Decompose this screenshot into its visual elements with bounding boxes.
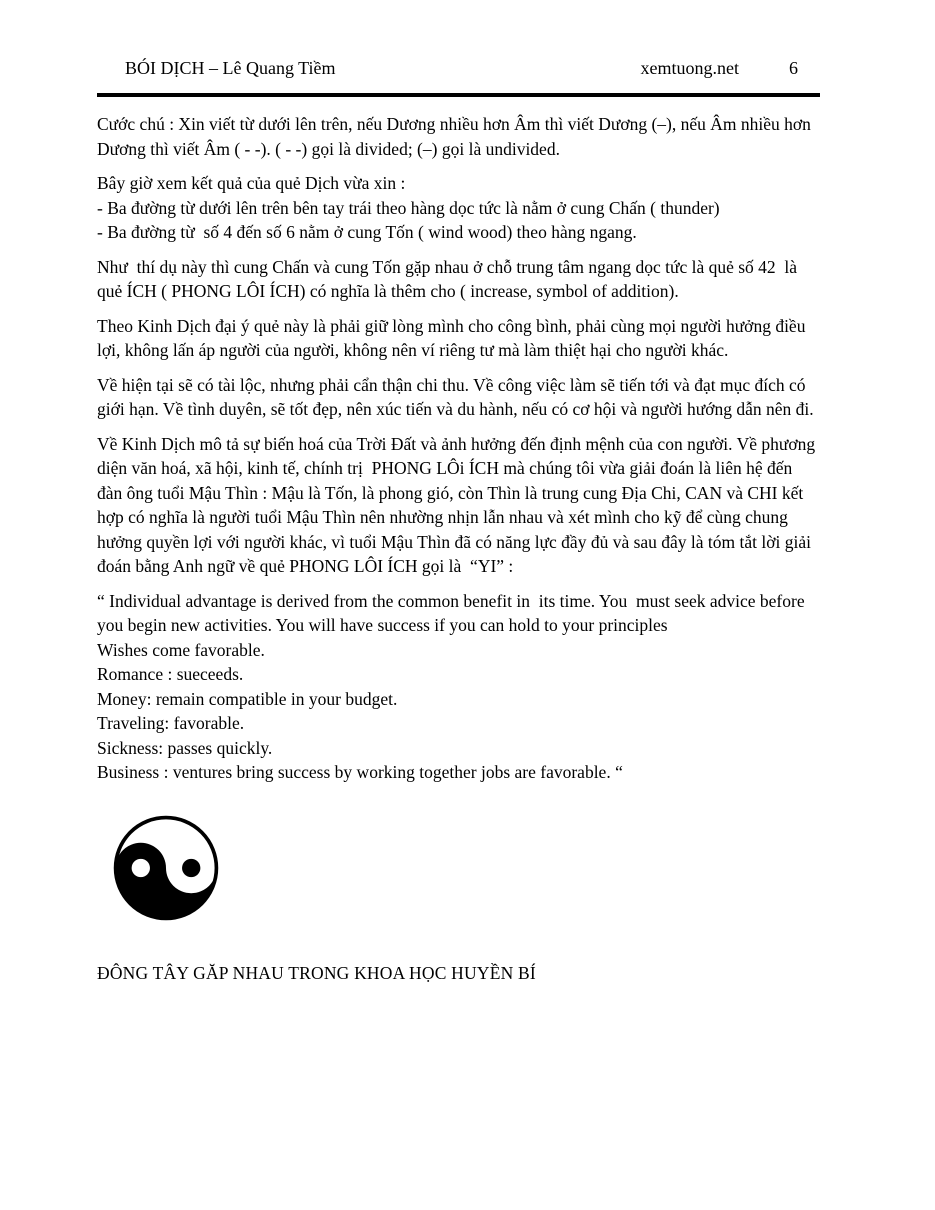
page-content — [97, 0, 820, 984]
paragraph: Bây giờ xem kết quả của quẻ Dịch vừa xin : - Ba đường từ dưới lên trên bên tay trái theo hàng dọc tức là nằm ở cung Chấn ( thunder) - Ba đường từ số 4 đến số 6 nằm ở cung Tốn ( wind wood) theo hàng ngang. — [97, 173, 720, 242]
header-rule — [97, 93, 820, 97]
header-title: BÓI DỊCH – Lê Quang Tiềm — [125, 58, 336, 78]
yin-yang-icon — [111, 812, 221, 924]
document-body — [97, 112, 820, 785]
footer-title: ĐÔNG TÂY GĂP NHAU TRONG KHOA HỌC HUYỀN BÍ — [97, 962, 536, 983]
page-header — [97, 0, 820, 79]
paragraph: Về hiện tại sẽ có tài lộc, nhưng phải cẩn thận chi thu. Về công việc làm sẽ tiến tới và đạt mục đích có giới hạn. Về tình duyên, sẽ tốt đẹp, nên xúc tiến và du hành, nếu có cơ hội và người hướng dẫn nên đi. — [97, 374, 814, 419]
paragraph: Theo Kinh Dịch đại ý quẻ này là phải giữ lòng mình cho công bình, phải cùng mọi người hưởng điều lợi, không lấn áp người của người, không nên ví riêng tư mà làm thiệt hại cho người khác. — [97, 315, 810, 360]
paragraph: Về Kinh Dịch mô tả sự biến hoá của Trời Đất và ảnh hưởng đến định mệnh của con người. Về phương diện văn hoá, xã hội, kinh tế, chính trị PHONG LÔi ÍCH mà chúng tôi vừa giải đoán là liên hệ đến đàn ông tuổi Mậu Thìn : Mậu là Tốn, là phong gió, còn Thìn là trung cung Địa Chi, CAN và CHI kết hợp có nghĩa là người tuổi Mậu Thìn nên nhường nhịn lẫn nhau và xét mình cho kỹ để cùng chung hưởng quyền lợi với người khác, vì tuổi Mậu Thìn đã có năng lực đầy đủ và sau đây là tóm tắt lời giải đoán bằng Anh ngữ về quẻ PHONG LÔI ÍCH gọi là “YI” : — [97, 433, 820, 576]
header-right — [641, 58, 820, 79]
page-number: 6 — [789, 58, 798, 78]
paragraph: Cước chú : Xin viết từ dưới lên trên, nếu Dương nhiều hơn Âm thì viết Dương (–), nếu Âm nhiều hơn Dương thì viết Âm ( - -). ( - -) gọi là divided; (–) gọi là undivided. — [97, 114, 816, 159]
paragraph: Như thí dụ này thì cung Chấn và cung Tốn gặp nhau ở chỗ trung tâm ngang dọc tức là quẻ số 42 là quẻ ÍCH ( PHONG LÔI ÍCH) có nghĩa là thêm cho ( increase, symbol of addition). — [97, 256, 802, 301]
paragraph: “ Individual advantage is derived from the common benefit in its time. You must seek advice before you begin new activities. You will have success if you can hold to your principles Wishes come favorable. Romance : sueceeds. Money: remain compatible in your budget. Traveling: favorable. Sickness: passes quickly. Business : ventures bring success by working together jobs are favorable. “ — [97, 590, 809, 782]
site-name: xemtuong.net — [640, 58, 739, 78]
